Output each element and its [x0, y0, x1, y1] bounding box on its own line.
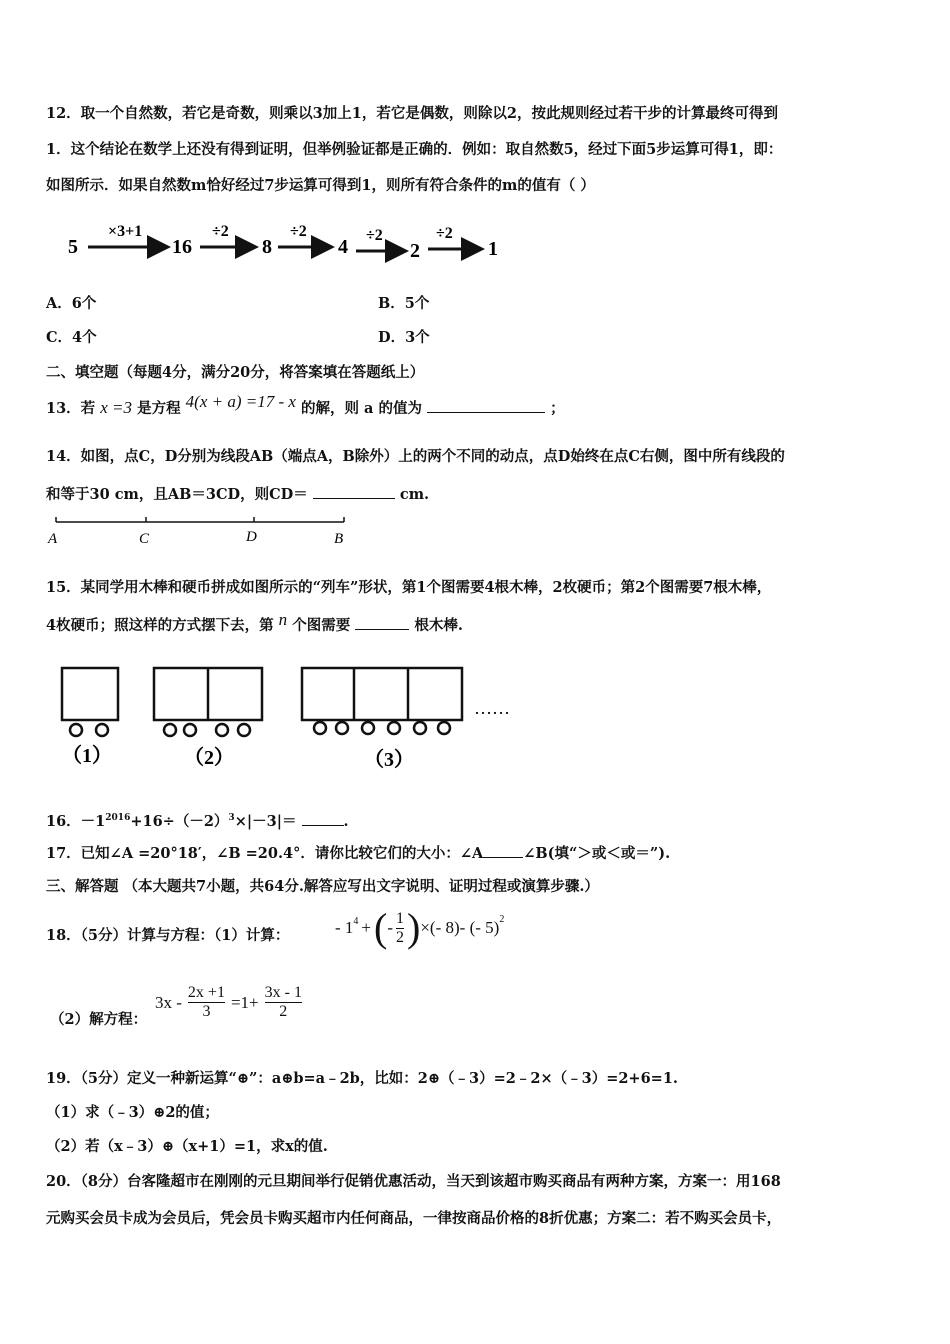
option-a: A．6个 [46, 295, 97, 312]
chain-node: 8 [262, 236, 272, 258]
q19-line-1: 19．（5分）定义一种新运算“⊕”：a⊕b=a﹣2b，比如：2⊕（﹣3）=2﹣2×（﹣3）=2+6=1. [46, 1070, 678, 1087]
q14-line-1: 14．如图，点C，D分别为线段AB（端点A，B除外）上的两个不同的动点，点D始终在点C右侧，图中所有线段的 [46, 448, 785, 465]
q18-expr-exponent: 4 [353, 916, 359, 927]
q15-line-1: 15．某同学用木棒和硬币拼成如图所示的“列车”形状，第1个图需要4根木棒，2枚硬币；第2个图需要7根木棒， [46, 579, 772, 596]
option-d: D．3个 [378, 329, 430, 346]
q18-part-1: 18．（5分）计算与方程：（1）计算： [46, 927, 290, 944]
point-label-c: C [139, 531, 150, 547]
q18-eq-numerator-2: 3x - 1 [264, 984, 302, 1001]
chain-node: 16 [172, 236, 192, 258]
q20-line-2: 元购买会员卡成为会员后，凭会员卡购买超市内任何商品，一律按商品价格的8折优惠；方案二：若不购买会员卡， [46, 1210, 782, 1227]
q16-exponent-2: 3 [228, 813, 235, 823]
q13 [46, 392, 565, 419]
section-2-heading: 二、填空题（每题4分，满分20分，将答案填在答题纸上） [46, 364, 425, 381]
q18-plus: + [361, 918, 372, 937]
q12-line-3: 如图所示．如果自然数m恰好经过7步运算可得到1，则所有符合条件的m的值有（ ） [46, 177, 595, 194]
q16-a: 16．－1 [46, 812, 106, 830]
q13-suffix: 的解，则 a 的值为 [301, 400, 422, 417]
point-label-a: A [48, 531, 58, 547]
option-c: C．4个 [46, 329, 97, 346]
chain-node: 5 [68, 236, 78, 258]
q15-n: n [278, 610, 288, 629]
q16 [46, 808, 349, 832]
q13-condition: x =3 [100, 398, 133, 417]
q14-line-2-text: 和等于30 cm，且AB＝3CD，则CD＝ [46, 486, 308, 503]
q16-answer-blank[interactable] [302, 811, 344, 826]
q18-expression: - 1 $^4$ + ( - $\frac{1}{2}$ ) ×(- 8)- (- 5) $^2$ [335, 905, 505, 950]
chain-node: 4 [338, 236, 348, 258]
q13-end: ； [550, 400, 565, 417]
q15-end: 根木棒. [414, 617, 463, 634]
q19-line-2: （1）求（﹣3）⊕2的值； [46, 1104, 219, 1121]
q17-b: ∠B(填“＞或＜或＝”). [523, 845, 671, 862]
chain-op: ÷2 [212, 223, 229, 240]
q18-expr-a: - 1 [335, 918, 354, 937]
q17-answer-blank[interactable] [483, 843, 523, 858]
q13-prefix: 13．若 [46, 400, 96, 417]
q16-c: ×|－3|＝ [234, 812, 297, 830]
q12-line-2: 1．这个结论在数学上还没有得到证明，但举例验证都是正确的．例如：取自然数5，经过下面5步运算可得1，即： [46, 141, 783, 158]
continuation-dots: …… [474, 698, 510, 718]
chain-node: 1 [488, 238, 498, 260]
q20-line-1: 20．（8分）台客隆超市在刚刚的元旦期间举行促销优惠活动，当天到该超市购买商品有两种方案，方案一：用168 [46, 1173, 781, 1190]
section-3-heading: 三、解答题 （本大题共7小题，共64分.解答应写出文字说明、证明过程或演算步骤.） [46, 878, 599, 895]
q15-line-2-text: 4枚硬币；照这样的方式摆下去，第 [46, 617, 274, 634]
q13-answer-blank[interactable] [427, 398, 545, 413]
q18-eq-denominator-1: 3 [202, 1003, 211, 1020]
q12-line-1: 12．取一个自然数，若它是奇数，则乘以3加上1，若它是偶数，则除以2，按此规则经过若干步的计算最终可得到 [46, 105, 778, 122]
q18-part-2: （2）解方程： [50, 1011, 148, 1028]
train-figure [56, 662, 536, 772]
q18-expr-numerator: 1 [396, 909, 405, 927]
q18-expr-c: ×(- 8)- (- 5) [420, 918, 500, 937]
chain-node: 2 [410, 240, 420, 262]
q18-expr-exponent-2: 2 [499, 914, 505, 925]
figure-label-3: （3） [364, 749, 414, 771]
q18-eq-denominator-2: 2 [279, 1003, 288, 1020]
q18-expr-denominator: 2 [396, 928, 405, 946]
chain-op: ÷2 [290, 223, 307, 240]
point-label-b: B [334, 531, 344, 547]
q16-exponent: 2016 [105, 813, 131, 823]
option-b: B．5个 [378, 295, 430, 312]
q14-line-2 [46, 484, 429, 505]
q18-eq-a: 3x - [155, 992, 182, 1012]
q13-equation: 4(x + a) =17 - x [185, 392, 296, 411]
chain-op: ×3+1 [108, 223, 143, 240]
chain-op: ÷2 [436, 225, 453, 242]
q18-equation [155, 984, 308, 1021]
figure-label-1: （1） [62, 745, 112, 767]
q15-line-2 [46, 610, 463, 636]
q17-a: 17．已知∠A =20°18′，∠B =20.4°．请你比较它们的大小：∠A [46, 845, 484, 862]
q16-b: +16÷（－2） [130, 812, 229, 830]
segment-figure [44, 514, 364, 550]
q18-eq-b: =1+ [230, 992, 259, 1012]
chain-op: ÷2 [366, 227, 383, 244]
point-label-d: D [246, 529, 257, 545]
q19-line-3: （2）若（x﹣3）⊕（x+1）=1，求x的值. [46, 1138, 328, 1155]
q13-mid: 是方程 [137, 400, 181, 417]
q16-end: . [343, 812, 349, 830]
q15-answer-blank[interactable] [355, 615, 409, 630]
q14-answer-blank[interactable] [313, 484, 395, 499]
q15-needs: 个图需要 [292, 617, 351, 634]
q18-eq-numerator-1: 2x +1 [187, 984, 225, 1001]
figure-label-2: （2） [184, 747, 234, 769]
operation-chain-figure [60, 218, 510, 268]
q17 [46, 843, 670, 864]
q14-unit: cm. [399, 486, 430, 503]
